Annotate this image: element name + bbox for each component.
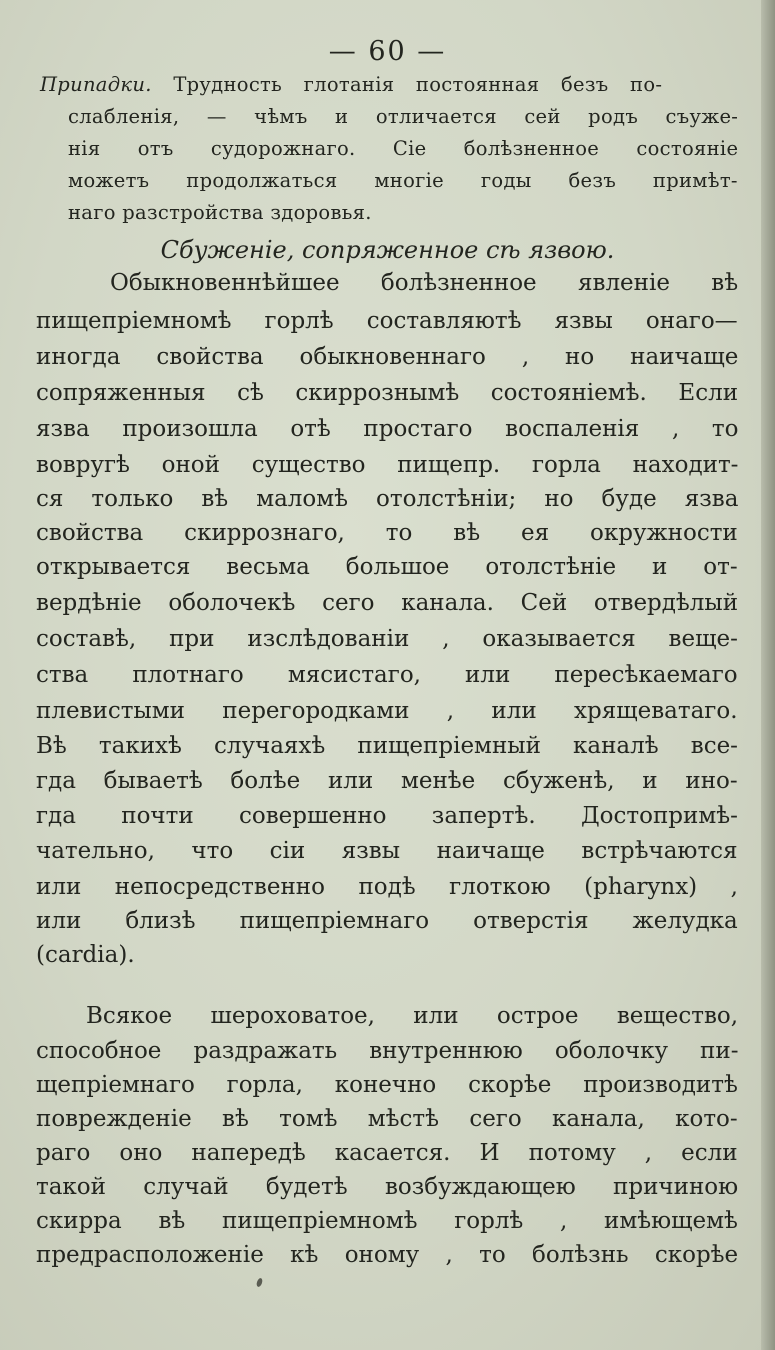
text-line: щепріемнаго горла, конечно скорѣе производитѣ xyxy=(36,1072,738,1098)
text-line: ся только вѣ маломѣ отолстѣніи; но буде язва xyxy=(36,486,739,512)
text-line: Трудность глотанія постоянная безъ по- xyxy=(173,73,663,96)
text-line: пищепріемномѣ горлѣ составляютѣ язвы онаго— xyxy=(36,308,738,334)
text-line: такой случай будетѣ возбуждающею причиною xyxy=(36,1174,739,1200)
text-line: гда бываетѣ болѣе или менѣе сбуженѣ, и ино- xyxy=(36,768,738,794)
section-heading: Сбуженіе, сопряженное сѣ язвою. xyxy=(160,236,615,264)
text-line: предрасположеніе кѣ оному , то болѣзнь скорѣе xyxy=(36,1242,739,1268)
text-line: раго оно напередѣ касается. И потому , если xyxy=(36,1140,738,1166)
text-line: язва произошла отѣ простаго воспаленія , то xyxy=(36,416,739,442)
text-line: составѣ, при изслѣдованіи , оказывается веще- xyxy=(36,626,738,652)
text-line: вовругѣ оной существо пищепр. горла находит- xyxy=(36,452,739,478)
text-line: слабленія, — чѣмъ и отличается сей родъ съуже- xyxy=(68,105,739,128)
text-line: Обыкновеннѣйшее болѣзненное явленіе вѣ xyxy=(110,270,739,296)
text-line: поврежденіе вѣ томѣ мѣстѣ сего канала, кото- xyxy=(36,1106,738,1132)
text-line: свойства скиррознаго, то вѣ ея окружности xyxy=(36,520,738,546)
symptoms-label: Припадки. xyxy=(40,73,152,96)
text-line: или непосредственно подѣ глоткою (pharynx) , xyxy=(36,874,738,900)
text-line: иногда свойства обыкновеннаго , но наичаще xyxy=(36,344,739,370)
page-number: — 60 — xyxy=(328,36,447,67)
page-gutter-shadow xyxy=(761,0,775,1350)
text-line: способное раздражать внутреннюю оболочку пи- xyxy=(36,1038,739,1064)
text-line: (cardia). xyxy=(36,942,135,968)
text-line: наго разстройства здоровья. xyxy=(68,201,372,224)
text-line: или близѣ пищепріемнаго отверстія желудка xyxy=(36,908,738,934)
text-line: вердѣніе оболочекѣ сего канала. Сей отвердѣлый xyxy=(36,590,739,616)
text-line: скирра вѣ пищепріемномѣ горлѣ , имѣющемѣ xyxy=(36,1208,738,1234)
text-line: Вѣ такихѣ случаяхѣ пищепріемный каналѣ все- xyxy=(36,733,738,759)
ink-smudge xyxy=(256,1277,264,1287)
text-line: нія отъ судорожнаго. Сіе болѣзненное состояніе xyxy=(68,137,739,160)
text-line: ства плотнаго мясистаго, или пересѣкаемаго xyxy=(36,662,738,688)
text-line: гда почти совершенно запертѣ. Достопримѣ- xyxy=(36,803,738,829)
text-line: можетъ продолжаться многіе годы безъ примѣт- xyxy=(68,169,738,192)
text-line: открывается весьма большое отолстѣніе и от- xyxy=(36,554,738,580)
text-line: Всякое шероховатое, или острое вещество, xyxy=(86,1003,739,1029)
text-line: чательно, что сіи язвы наичаще встрѣчаются xyxy=(36,838,738,864)
text-line: плевистыми перегородками , или хрящеватаго. xyxy=(36,698,738,724)
text-line: сопряженныя сѣ скиррознымѣ состояніемѣ. Если xyxy=(36,380,739,406)
